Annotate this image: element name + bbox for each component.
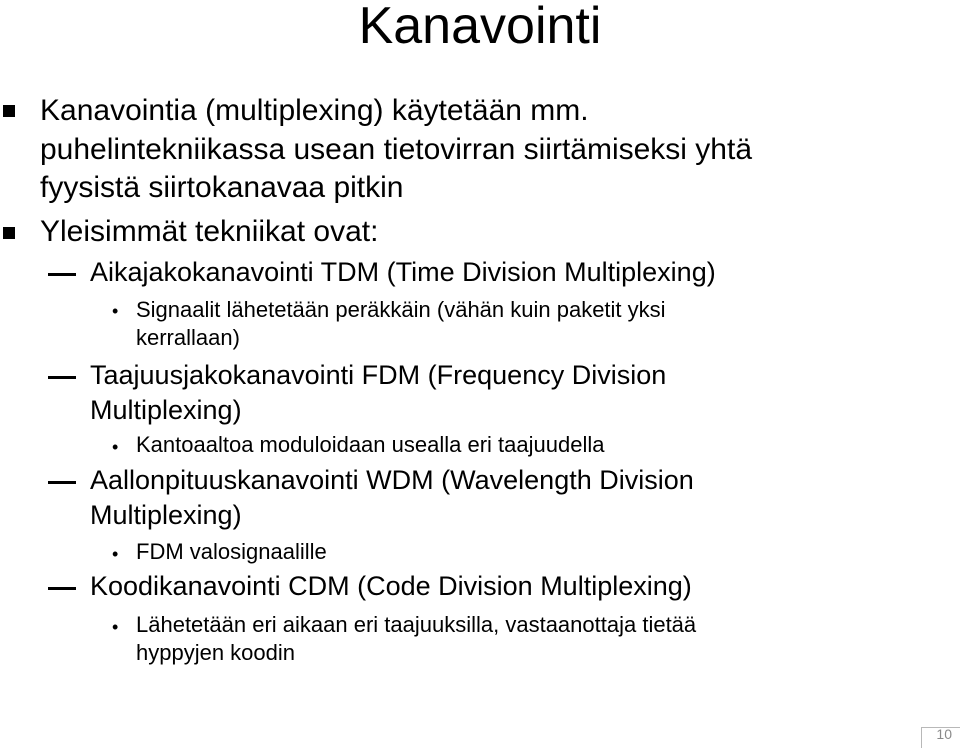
- bullet-1-line-1: Kanavointia (multiplexing) käytetään mm.: [40, 94, 589, 127]
- dot-bullet-icon: •: [112, 544, 119, 564]
- slide-title-text: Kanavointi: [358, 0, 602, 55]
- bullet-1-line-3: fyysistä siirtokanavaa pitkin: [40, 171, 404, 204]
- fdm-sub-line: Kantoaaltoa moduloidaan usealla eri taajuudella: [136, 432, 605, 457]
- slide-title: [0, 0, 960, 58]
- dash-bullet-icon: [48, 481, 76, 484]
- bullet-1-line-2: puhelintekniikassa usean tietovirran siirtämiseksi yhtä: [40, 133, 753, 166]
- dash-bullet-icon: [48, 587, 76, 590]
- fdm-line-1: Taajuusjakokanavointi FDM (Frequency Division: [90, 360, 667, 390]
- tdm-line: Aikajakokanavointi TDM (Time Division Multiplexing): [90, 257, 716, 287]
- dash-bullet-icon: [48, 376, 76, 379]
- cdm-sub-line-1: Lähetetään eri aikaan eri taajuuksilla, vastaanottaja tietää: [136, 612, 697, 637]
- tdm-sub-line-1: Signaalit lähetetään peräkkäin (vähän kuin paketit yksi: [136, 297, 666, 322]
- dot-bullet-icon: •: [112, 437, 119, 457]
- tdm-sub-line-2: kerrallaan): [136, 325, 240, 350]
- bullet-square-icon: [3, 105, 15, 117]
- bullet-2-line-1: Yleisimmät tekniikat ovat:: [40, 215, 379, 248]
- wdm-sub-line: FDM valosignaalille: [136, 539, 327, 564]
- wdm-line-2: Multiplexing): [90, 500, 242, 530]
- page-number: 10: [936, 726, 952, 742]
- fdm-line-2: Multiplexing): [90, 395, 242, 425]
- bullet-square-icon: [3, 227, 15, 239]
- wdm-line-1: Aallonpituuskanavointi WDM (Wavelength Division: [90, 465, 694, 495]
- dot-bullet-icon: •: [112, 301, 119, 321]
- dot-bullet-icon: •: [112, 617, 119, 637]
- cdm-sub-line-2: hyppyjen koodin: [136, 640, 296, 665]
- cdm-line: Koodikanavointi CDM (Code Division Multiplexing): [90, 571, 692, 601]
- dash-bullet-icon: [48, 273, 76, 276]
